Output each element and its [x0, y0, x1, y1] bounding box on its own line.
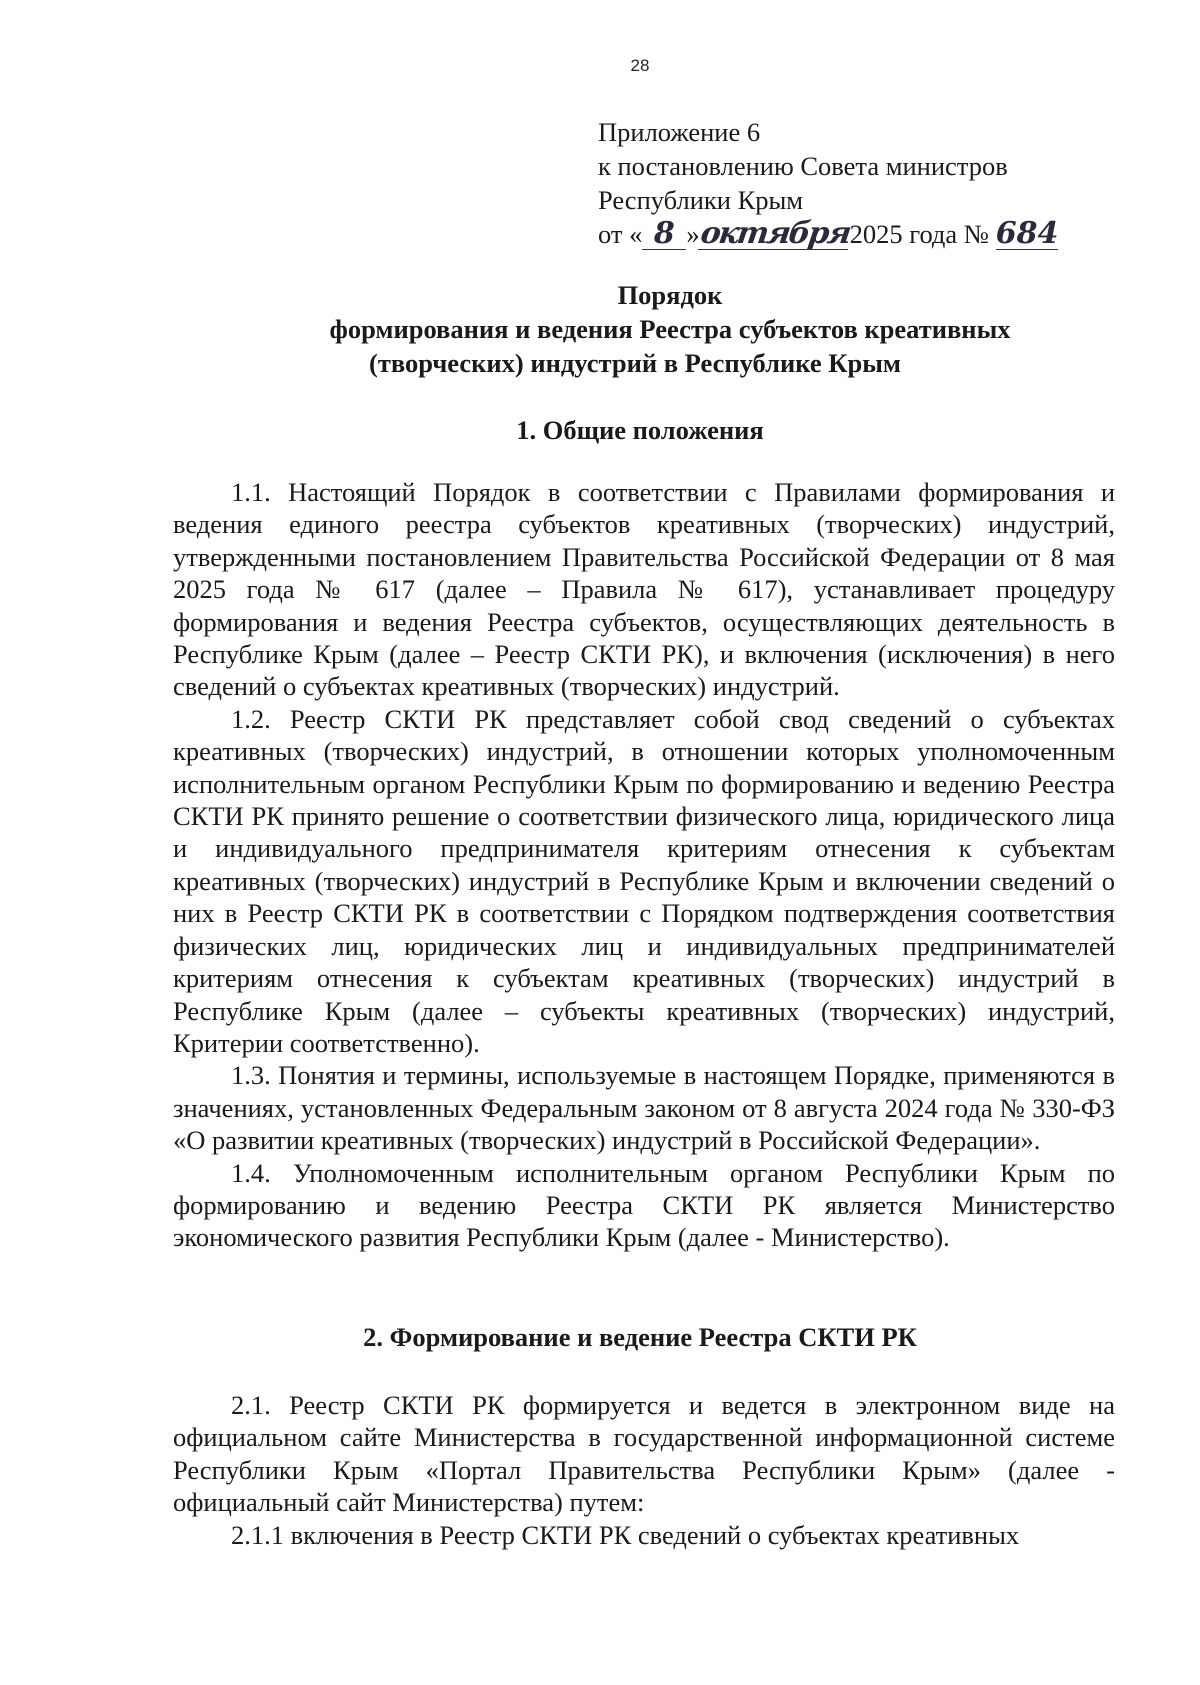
page-number: 28	[630, 56, 650, 75]
paragraph: 2.1.1 включения в Реестр СКТИ РК сведений о субъектах креативных	[231, 1519, 1020, 1550]
appendix-block	[598, 115, 1058, 251]
appendix-line: к постановлению Совета министров	[598, 151, 1008, 181]
date-prefix: от «	[598, 219, 643, 249]
section-body	[173, 1389, 1115, 1551]
paragraph: 1.2. Реестр СКТИ РК представляет собой свод сведений о субъектах креативных (творческих) индустрий, в отношении которых уполномоченным исполнительным органом Республики Крым по формированию и ведению Реестра СКТИ РК принято решение о соответствии физического лица, юридического лица и индивидуального предпринимателя критериям отнесения к субъектам креативных (творческих) индустрий в Республике Крым и включении сведений о них в Реестр СКТИ РК в соответствии с Порядком подтверждения соответствия физических лиц, юридических лиц и индивидуальных предпринимателей критериям отнесения к субъектам креативных (творческих) индустрий в Республике Крым (далее – субъекты креативных (творческих) индустрий, Критерии соответственно).	[173, 703, 1115, 1058]
title-line: формирования и ведения Реестра субъектов креативных	[329, 314, 1011, 344]
paragraph: 1.1. Настоящий Порядок в соответствии с Правилами формирования и ведения единого реестра субъектов креативных (творческих) индустрий, утвержденными постановлением Правительства Российской Федерации от 8 мая 2025 года № 617 (далее – Правила № 617), устанавливает процедуру формирования и ведения Реестра субъектов, осуществляющих деятельность в Республике Крым (далее – Реестр СКТИ РК), и включения (исключения) в него сведений о субъектах креативных (творческих) индустрий.	[173, 477, 1115, 702]
handwritten-month: октября	[698, 216, 852, 251]
section-heading: 1. Общие положения	[516, 415, 764, 445]
year-text: 2025 года №	[849, 219, 990, 249]
paragraph: 1.3. Понятия и термины, используемые в настоящем Порядке, применяются в значениях, установленных Федеральным законом от 8 августа 2024 года № 330-ФЗ «О развитии креативных (творческих) индустрий в Российской Федерации».	[173, 1060, 1115, 1156]
document-title	[260, 278, 1080, 380]
handwritten-number: 684	[995, 216, 1059, 251]
handwritten-day: 8	[642, 219, 686, 250]
appendix-line: Приложение 6	[598, 117, 761, 147]
title-line: Порядок	[617, 280, 723, 310]
appendix-date-line	[598, 217, 1058, 251]
section-body	[173, 476, 1115, 1254]
paragraph: 2.1. Реестр СКТИ РК формируется и ведется в электронном виде на официальном сайте Министерства в государственной информационной системе Республики Крым «Портал Правительства Республики Крым» (далее - официальный сайт Министерства) путем:	[173, 1390, 1115, 1518]
section-heading: 2. Формирование и ведение Реестра СКТИ РК	[363, 1322, 917, 1352]
paragraph: 1.4. Уполномоченным исполнительным органом Республики Крым по формированию и ведению Реестра СКТИ РК является Министерство экономического развития Республики Крым (далее - Министерство).	[173, 1157, 1115, 1253]
date-mid: »	[686, 219, 700, 249]
appendix-line: Республики Крым	[598, 185, 804, 215]
title-line: (творческих) индустрий в Республике Крым	[369, 348, 901, 378]
